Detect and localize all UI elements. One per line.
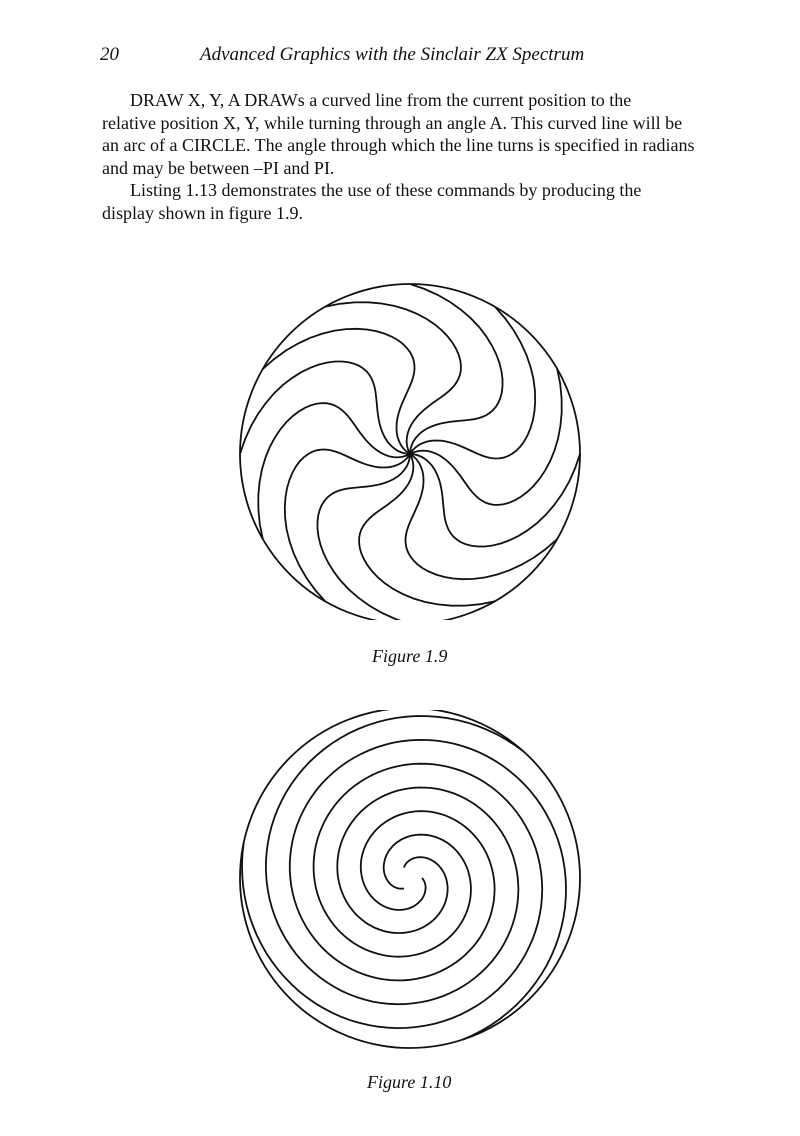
figure-1-9-arm: [325, 302, 461, 454]
figure-1-9-arm: [359, 454, 495, 606]
figure-1-9-arm: [410, 454, 580, 547]
figure-1-9-caption: Figure 1.9: [372, 646, 448, 666]
figure-1-10-caption: Figure 1.10: [367, 1072, 452, 1092]
figure-1-10-arm: [266, 716, 524, 1004]
paragraph-2-line-2: display shown in figure 1.9.: [102, 202, 303, 223]
paragraph-2-continued: [102, 202, 742, 225]
paragraph-2: [102, 179, 742, 202]
figure-1-9-arm: [410, 284, 503, 454]
figure-1-9-arm: [240, 362, 410, 455]
paragraph-1-line-4: and may be between –PI and PI.: [102, 157, 335, 178]
body-text: [102, 89, 742, 224]
figure-1-9-arm: [258, 403, 410, 539]
figure-1-9-arm: [410, 369, 562, 505]
figure-1-10-drawing: [234, 710, 594, 1050]
figure-1-10-arm: [242, 764, 542, 1028]
figure-1-9-arm: [406, 454, 558, 579]
paragraph-1-line-2: relative position X, Y, while turning through an angle A. This curved line will be: [102, 112, 683, 133]
figure-1-9-arm: [285, 450, 410, 602]
figure-1-9-arm: [318, 454, 411, 620]
paragraph-1-line-3: an arc of a CIRCLE. The angle through which the line turns is specified in radians: [102, 135, 695, 155]
figure-1-9-arm: [263, 329, 415, 454]
paragraph-2-line-1: Listing 1.13 demonstrates the use of these commands by producing the: [130, 180, 642, 200]
running-title: Advanced Graphics with the Sinclair ZX Spectrum: [200, 44, 585, 65]
figure-1-10-arm: [290, 740, 566, 1040]
page-number: 20: [100, 44, 119, 65]
figure-1-10-arms: [242, 716, 566, 1040]
figure-1-9-arms: [240, 284, 580, 620]
paragraph-1: [102, 89, 742, 112]
figure-1-9-arm: [410, 307, 535, 459]
paragraph-1-line-1: DRAW X, Y, A DRAWs a curved line from the current position to the: [130, 90, 632, 110]
paragraph-1-continued: [102, 112, 742, 180]
figure-1-9-drawing: [234, 280, 594, 620]
